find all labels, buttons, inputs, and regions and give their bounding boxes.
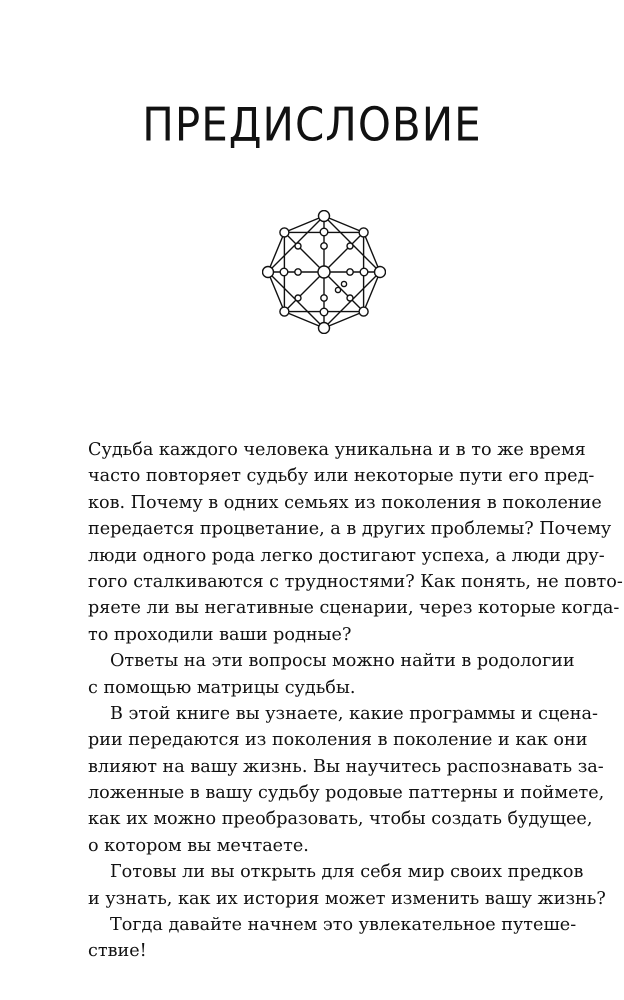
text-line: как их можно преобразовать, чтобы создать будущее, (88, 809, 593, 830)
octagon-matrix-emblem-icon (262, 210, 386, 334)
text-line: то проходили ваши родные? (88, 624, 352, 645)
text-line: передается процветание, а в других проблемы? Почему (88, 519, 612, 540)
text-line: с помощью матрицы судьбы. (88, 677, 356, 698)
text-line: о котором вы мечтаете. (88, 835, 309, 856)
text-line: и узнать, как их история может изменить вашу жизнь? (88, 888, 606, 909)
text-line: Ответы на эти вопросы можно найти в родологии (110, 651, 575, 672)
text-line: В этой книге вы узнаете, какие программы и сцена- (110, 703, 598, 724)
text-line: ствие! (88, 941, 147, 962)
text-line: ложенные в вашу судьбу родовые паттерны и поймете, (88, 783, 605, 804)
text-line: люди одного рода легко достигают успеха, а люди дру- (88, 545, 605, 566)
page-title: ПРЕДИСЛОВИЕ (142, 97, 482, 152)
text-line: влияют на вашу жизнь. Вы научитесь распознавать за- (88, 756, 604, 777)
text-line: Тогда давайте начнем это увлекательное путеше- (110, 915, 577, 936)
text-line: часто повторяет судьбу или некоторые пути его пред- (88, 466, 595, 487)
text-line: ряете ли вы негативные сценарии, через которые когда- (88, 598, 620, 619)
text-line: Судьба каждого человека уникальна и в то же время (88, 440, 586, 460)
text-line: ков. Почему в одних семьях из поколения в поколение (88, 492, 602, 513)
text-line: гого сталкиваются с трудностями? Как понять, не повто- (88, 571, 623, 592)
preface-text (88, 437, 623, 965)
text-line: рии передаются из поколения в поколение и как они (88, 730, 588, 751)
text-line: Готовы ли вы открыть для себя мир своих предков (110, 862, 584, 883)
